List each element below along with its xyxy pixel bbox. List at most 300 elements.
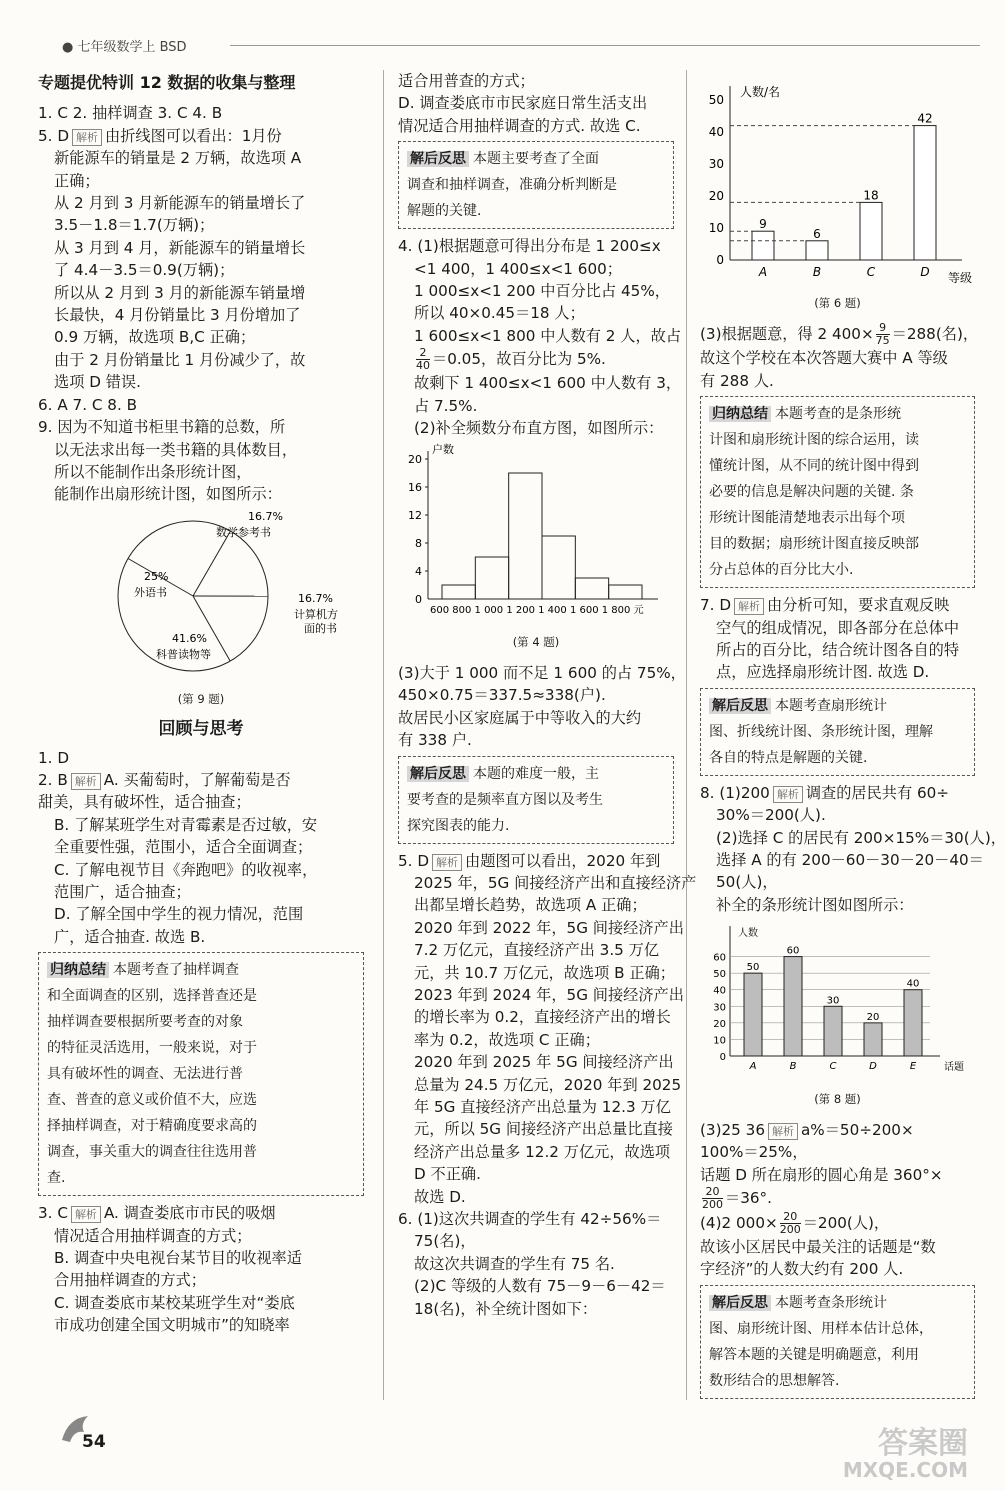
- text-line: B. 了解某班学生对青霉素是否过敏，安: [54, 815, 318, 834]
- text-line: 范围广，适合抽查；: [54, 882, 191, 901]
- y-tick-label: 8: [415, 537, 422, 551]
- y-tick-label: 0: [415, 593, 422, 607]
- text-line: 50(人)，: [716, 873, 778, 892]
- page-header: ● 七年级数学上 BSD: [62, 40, 187, 55]
- text-segment: 由分析可知，要求直观反映: [767, 596, 950, 615]
- text-line: [700, 1211, 975, 1236]
- text-line: 了 4.4－3.5＝0.9(万辆)；: [54, 261, 235, 280]
- box-label: 解后反思: [709, 1295, 771, 1311]
- answer-block: [700, 594, 975, 684]
- x-axis-label: 等级: [948, 271, 973, 285]
- column-divider: [686, 70, 687, 1400]
- pie-slice-label: 数学参考书: [216, 525, 271, 539]
- answer-block: [398, 850, 697, 1209]
- y-tick-label: 20: [713, 1019, 726, 1031]
- text-line: [38, 1202, 364, 1224]
- summary-box: [700, 396, 975, 588]
- text-line: 3.5－1.8＝1.7(万辆)；: [54, 216, 215, 235]
- text-line: 市成功创建全国文明城市”的知晓率: [54, 1316, 290, 1335]
- figure-caption: (第 8 题): [814, 1092, 861, 1107]
- text-line: [38, 769, 364, 791]
- text-segment: 2. B: [38, 770, 68, 789]
- data-label: 18: [863, 188, 879, 203]
- text-line: 1 600≤x<1 800 中人数有 2 人，故占: [414, 326, 682, 345]
- text-line: 情况适合用抽样调查的方式. 故选 C.: [398, 116, 641, 135]
- text-line: 75(名)，: [414, 1232, 476, 1251]
- text-segment: 由折线图可以看出：1月份: [105, 126, 282, 145]
- x-axis-label: 话题: [944, 1062, 964, 1074]
- box-line: [709, 1316, 966, 1342]
- text-line: 所以 40×0.45＝18 人；: [414, 304, 585, 323]
- numerator: 20: [780, 1211, 801, 1224]
- watermark: 答案圈: [878, 1426, 968, 1461]
- box-line: [47, 1087, 355, 1113]
- column-2: [398, 70, 697, 1320]
- bar: [744, 973, 762, 1056]
- text-line: [414, 347, 674, 372]
- text-segment: 解答本题的关键是明确题意，利用: [709, 1346, 919, 1363]
- text-segment: 调查和抽样调查，准确分析判断是: [407, 177, 617, 194]
- box-line: [407, 813, 665, 839]
- pie-slice-percent: 25%: [144, 569, 169, 583]
- text-line: 故这个学校在本次答题大赛中 A 等级: [700, 349, 948, 368]
- text-segment: 8. (1)200: [700, 783, 770, 802]
- bar: [806, 241, 828, 260]
- pie-slice-percent: 16.7%: [248, 509, 283, 523]
- data-label: 42: [917, 111, 933, 126]
- text-segment: A. 调查娄底市市民的吸烟: [103, 1204, 276, 1223]
- y-tick-label: 40: [713, 985, 726, 997]
- text-line: 4. (1)根据题意可得出分布是 1 200≤x: [398, 237, 661, 256]
- box-line: [709, 479, 966, 505]
- text-line: 甜美，具有破坏性，适合抽查；: [38, 793, 251, 812]
- text-line: 18(名)，补全统计图如下：: [414, 1299, 598, 1318]
- y-tick-label: 20: [408, 453, 422, 467]
- x-tick-label: E: [909, 1061, 917, 1073]
- denominator: 75: [875, 334, 890, 348]
- answer-block: [38, 747, 364, 949]
- histogram-bar: [542, 536, 575, 599]
- y-tick-label: 4: [415, 565, 422, 579]
- y-tick-label: 12: [408, 509, 422, 523]
- answer-block: [398, 662, 686, 752]
- answer-block: [700, 321, 979, 392]
- pie-slice: [193, 531, 231, 596]
- analysis-tag: 解析: [773, 786, 803, 803]
- text-segment: ＝200(人)，: [802, 1213, 890, 1232]
- y-tick-label: 60: [713, 952, 726, 964]
- box-line: [407, 198, 665, 224]
- numerator: 2: [416, 347, 430, 360]
- text-segment: 由题图可以看出，2020 年到: [465, 851, 661, 870]
- numerator: 20: [702, 1186, 723, 1199]
- bar-chart-q8: [700, 916, 975, 1086]
- text-segment: 和全面调查的区别，选择普查还是: [47, 988, 257, 1005]
- x-tick-label: A: [758, 265, 768, 279]
- answer-block: [398, 70, 674, 137]
- text-segment: 5. D: [38, 126, 70, 145]
- box-line: [47, 1009, 355, 1035]
- box-line: [709, 1290, 966, 1316]
- analysis-tag: 解析: [71, 1206, 101, 1223]
- text-line: 1 000≤x<1 200 中百分比占 45%，: [414, 282, 670, 301]
- header-title: 七年级数学上 BSD: [77, 40, 187, 55]
- denominator: 200: [779, 1222, 801, 1236]
- text-segment: a%＝50÷200×: [801, 1120, 914, 1139]
- text-line: 所以不能制作出条形统计图，: [54, 462, 252, 481]
- text-line: [700, 782, 975, 804]
- text-line: (2)选择 C 的居民有 200×15%＝30(人)，: [716, 828, 1006, 847]
- text-line: 6. (1)这次共调查的学生有 42÷56%＝: [398, 1210, 662, 1228]
- y-tick-label: 0: [719, 1052, 726, 1064]
- box-line: [709, 531, 966, 557]
- box-label: 解后反思: [709, 698, 771, 714]
- bar: [752, 231, 774, 260]
- analysis-tag: 解析: [734, 598, 764, 615]
- text-line: 年 5G 直接经济产出总量为 12.3 万亿: [414, 1097, 671, 1116]
- text-line: (2)补全频数分布直方图，如图所示：: [414, 419, 664, 438]
- analysis-tag: 解析: [768, 1123, 798, 1140]
- text-segment: A. 买葡萄时，了解葡萄是否: [103, 770, 291, 789]
- text-line: 新能源车的销量是 2 万辆，故选项 A: [54, 149, 302, 168]
- pie-slice-label: 科普读物等: [156, 647, 211, 661]
- data-label: 50: [746, 962, 760, 974]
- text-segment: 调查，事关重大的调查往往选用普: [47, 1144, 257, 1161]
- box-line: [709, 505, 966, 531]
- data-label: 20: [866, 1012, 880, 1024]
- histogram-bar: [575, 578, 608, 599]
- analysis-tag: 解析: [72, 129, 102, 146]
- denominator: 40: [416, 359, 430, 373]
- text-segment: 解题的关键.: [407, 203, 482, 220]
- box-line: [709, 453, 966, 479]
- text-line: 0.9 万辆，故选项 B,C 正确；: [54, 328, 256, 347]
- text-segment: 形统计图能清楚地表示出每个项: [709, 510, 905, 527]
- section-title: 专题提优特训 12 数据的收集与整理: [38, 73, 296, 92]
- histogram-bar: [509, 473, 542, 599]
- text-line: [38, 125, 364, 147]
- y-tick-label: 10: [713, 1035, 726, 1047]
- text-line: 的增长率为 0.2，直接经济产出的增长: [414, 1008, 671, 1027]
- text-line: D. 调查娄底市市民家庭日常生活支出: [398, 94, 648, 113]
- text-line: 2020 年到 2022 年，5G 间接经济产出: [414, 918, 684, 937]
- text-segment: 5. D: [398, 851, 430, 870]
- text-line: 空气的组成情况，即各部分在总体中: [716, 618, 959, 637]
- box-line: [407, 787, 665, 813]
- reflection-box: [398, 141, 674, 229]
- analysis-tag: 解析: [432, 854, 462, 871]
- text-line: 100%＝25%，: [700, 1143, 808, 1162]
- text-line: 长最快，4 月份销量比 3 月份增加了: [54, 306, 301, 325]
- x-tick-label: D: [920, 265, 930, 279]
- x-tick-labels: 600 800 1 000 1 200 1 400 1 600 1 800 元: [430, 605, 644, 617]
- text-line: D. 了解全国中学生的视力情况，范围: [54, 905, 304, 924]
- pie-slice-label: 计算机方: [294, 607, 338, 621]
- x-tick-label: C: [829, 1061, 837, 1073]
- text-segment: (3)根据题意，得 2 400×: [700, 325, 874, 344]
- x-tick-label: B: [789, 1061, 797, 1073]
- text-line: 故居民小区家庭属于中等收入的大约: [398, 708, 641, 727]
- text-line: 1. C 2. 抽样调查 3. C 4. B: [38, 104, 223, 123]
- text-line: 故选 D.: [414, 1187, 466, 1206]
- text-line: 元，所以 5G 间接经济产出总量比直接: [414, 1120, 673, 1139]
- text-segment: 7. D: [700, 596, 732, 615]
- box-line: [47, 1113, 355, 1139]
- data-label: 40: [906, 978, 920, 990]
- text-line: [700, 594, 975, 616]
- box-line: [709, 557, 966, 583]
- text-line: 适合用普查的方式；: [398, 72, 535, 90]
- x-tick-label: C: [866, 265, 876, 279]
- box-line: [47, 1165, 355, 1191]
- text-segment: 各自的特点是解题的关键.: [709, 749, 868, 766]
- y-tick-label: 30: [713, 1002, 726, 1014]
- y-axis-label: 户数: [432, 443, 454, 457]
- text-segment: 本题考查条形统计: [775, 1294, 887, 1311]
- text-segment: 计图和扇形统计图的综合运用，读: [709, 432, 919, 449]
- text-segment: (4)2 000×: [700, 1213, 778, 1232]
- box-line: [47, 957, 355, 983]
- text-segment: 图、折线统计图、条形统计图，理解: [709, 723, 933, 740]
- column-3: [700, 70, 1006, 1405]
- text-line: 9. 因为不知道书柜里书籍的总数，所: [38, 418, 286, 437]
- answer-block: [38, 102, 364, 505]
- pie-slice-percent: 16.7%: [298, 591, 333, 605]
- text-line: 总量为 24.5 万亿元，2020 年到 2025: [414, 1075, 682, 1094]
- text-line: 故该小区居民中最关注的话题是“数: [700, 1237, 936, 1256]
- box-label: 归纳总结: [47, 962, 109, 978]
- box-line: [47, 1035, 355, 1061]
- text-line: 正确；: [54, 171, 100, 190]
- bar: [860, 202, 882, 260]
- text-segment: 调查的居民共有 60÷: [805, 783, 950, 802]
- y-tick-label: 50: [708, 93, 724, 107]
- text-line: 出都呈增长趋势，故选项 A 正确；: [414, 896, 647, 915]
- bar: [864, 1023, 882, 1056]
- text-line: [398, 850, 674, 872]
- text-line: 占 7.5%.: [414, 396, 478, 415]
- text-line: 以无法求出每一类书籍的具体数目，: [54, 440, 297, 459]
- text-line: (3)大于 1 000 而不足 1 600 的占 75%，: [398, 663, 686, 682]
- text-line: [700, 1119, 975, 1141]
- text-segment: 分占总体的百分比大小.: [709, 562, 854, 579]
- text-line: 全重要性强，范围小，适合全面调查；: [54, 838, 313, 857]
- text-line: 元，共 10.7 万亿元，故选项 B 正确；: [414, 963, 675, 982]
- text-line: C. 调查娄底市某校某班学生对“娄底: [54, 1293, 295, 1312]
- box-line: [709, 1368, 966, 1394]
- data-label: 9: [759, 217, 767, 232]
- text-line: 7.2 万亿元，直接经济产出 3.5 万亿: [414, 941, 660, 960]
- text-segment: 图、扇形统计图、用样本估计总体，: [709, 1320, 933, 1337]
- box-line: [407, 172, 665, 198]
- reflection-box: [700, 688, 975, 776]
- text-segment: ＝0.05，故百分比为 5%.: [432, 350, 606, 369]
- text-line: 广，适合抽查. 故选 B.: [54, 927, 206, 946]
- text-segment: ＝288(名)，: [891, 325, 979, 344]
- text-segment: 探究图表的能力.: [407, 817, 510, 834]
- text-line: 能制作出扇形统计图，如图所示：: [54, 485, 282, 504]
- histogram-bar: [442, 585, 475, 599]
- bar-chart-q6: [700, 70, 975, 290]
- text-segment: 的特征灵活选用，一般来说，对于: [47, 1040, 257, 1057]
- figure-caption: (第 4 题): [512, 635, 560, 650]
- text-line: (2)C 等级的人数有 75－9－6－42＝: [414, 1277, 666, 1296]
- box-label: 解后反思: [407, 151, 469, 167]
- fraction: [780, 1211, 801, 1236]
- text-segment: 数形结合的思想解答.: [709, 1372, 840, 1389]
- answer-block: [700, 782, 1006, 916]
- text-line: 2023 年到 2024 年，5G 间接经济产出: [414, 985, 684, 1004]
- text-line: 经济产出总量多 12.2 万亿元，故选项: [414, 1142, 671, 1161]
- answer-block: [700, 1119, 975, 1281]
- answer-block: [398, 1208, 674, 1320]
- box-line: [47, 1061, 355, 1087]
- text-line: 所以从 2 月到 3 月的新能源车销量增: [54, 283, 306, 302]
- text-line: 所占的百分比，结合统计图各自的特: [716, 641, 959, 660]
- text-segment: 本题考查了抽样调查: [113, 962, 239, 979]
- box-label: 归纳总结: [709, 406, 771, 422]
- y-axis-label: 人数: [738, 928, 758, 940]
- text-segment: 抽样调查要根据所要考查的对象: [47, 1014, 243, 1031]
- text-line: <1 400，1 400≤x<1 600；: [414, 259, 622, 278]
- bar: [914, 126, 936, 260]
- box-line: [709, 401, 966, 427]
- text-segment: 3. C: [38, 1204, 68, 1223]
- text-line: 从 2 月到 3 月新能源车的销量增长了: [54, 194, 306, 213]
- y-tick-label: 50: [713, 969, 726, 981]
- text-line: 2025 年，5G 间接经济产出和直接经济产: [414, 873, 697, 892]
- text-line: 30%＝200(人).: [716, 806, 826, 825]
- text-segment: 本题的难度一般，主: [473, 765, 599, 782]
- text-line: [700, 321, 979, 348]
- fraction: [416, 347, 430, 372]
- box-line: [47, 1139, 355, 1165]
- pie-slice-percent: 41.6%: [172, 631, 207, 645]
- section-title: 回顾与思考: [158, 719, 244, 740]
- y-axis-label: 人数/名: [740, 85, 781, 99]
- box-line: [407, 146, 665, 172]
- figure-caption: (第 9 题): [177, 691, 225, 706]
- y-tick-label: 0: [716, 253, 724, 267]
- text-line: 由于 2 月份销量比 1 月份减少了，故: [54, 350, 306, 369]
- fraction: [702, 1186, 723, 1211]
- text-segment: 具有破坏性的调查、无法进行普: [47, 1066, 243, 1083]
- bar: [784, 957, 802, 1056]
- text-segment: (3)25 36: [700, 1120, 765, 1139]
- text-line: C. 了解电视节目《奔跑吧》的收视率，: [54, 860, 318, 879]
- data-label: 60: [786, 945, 800, 957]
- x-tick-label: D: [869, 1061, 877, 1073]
- text-line: 情况适合用抽样调查的方式；: [54, 1226, 252, 1245]
- summary-box: [38, 952, 364, 1196]
- pie-slice-label: 面的书: [304, 621, 337, 635]
- text-line: 6. A 7. C 8. B: [38, 395, 138, 414]
- y-tick-label: 30: [708, 157, 724, 171]
- text-segment: 查、普查的意义或价值不大，应选: [47, 1092, 257, 1109]
- page-number: 54: [82, 1432, 106, 1452]
- text-line: 字经济”的人数大约有 200 人.: [700, 1260, 904, 1279]
- text-line: 补全的条形统计图如图所示：: [716, 895, 914, 914]
- data-label: 30: [826, 995, 840, 1007]
- text-line: B. 调查中央电视台某节目的收视率适: [54, 1249, 302, 1267]
- data-label: 6: [813, 226, 821, 241]
- pie-chart-q9: [98, 506, 364, 686]
- column-divider: [383, 70, 384, 1400]
- reflection-box: [700, 1285, 975, 1399]
- histogram-bar: [609, 585, 642, 599]
- watermark: MXQE.COM: [842, 1458, 968, 1482]
- x-tick-label: A: [749, 1061, 757, 1073]
- box-label: 解后反思: [407, 766, 469, 782]
- x-tick-label: B: [812, 265, 822, 279]
- header-rule: [230, 45, 980, 46]
- text-line: 合用抽样调查的方式；: [54, 1271, 206, 1290]
- text-line: 话题 D 所在扇形的圆心角是 360°×: [700, 1165, 943, 1184]
- text-segment: 必要的信息是解决问题的关键. 条: [709, 484, 914, 501]
- box-line: [709, 1342, 966, 1368]
- text-segment: 查.: [47, 1170, 66, 1187]
- answer-block: [38, 1202, 364, 1336]
- box-line: [709, 745, 966, 771]
- text-segment: 本题考查的是条形统: [775, 406, 901, 423]
- text-line: 2020 年到 2025 年 5G 间接经济产出: [414, 1053, 674, 1072]
- fraction: [876, 322, 890, 347]
- box-line: [47, 983, 355, 1009]
- pie-slice-label: 外语书: [134, 585, 167, 599]
- text-line: 1. D: [38, 748, 70, 767]
- text-line: 故剩下 1 400≤x<1 600 中人数有 3，: [414, 374, 682, 393]
- text-line: [700, 1186, 975, 1211]
- histogram-bar: [475, 557, 508, 599]
- box-line: [407, 761, 665, 787]
- text-line: D 不正确.: [414, 1165, 481, 1184]
- y-tick-label: 40: [708, 125, 724, 139]
- text-line: 有 288 人.: [700, 371, 774, 390]
- text-line: 从 3 月到 4 月，新能源车的销量增长: [54, 238, 306, 257]
- text-line: 450×0.75＝337.5≈338(户).: [398, 686, 606, 705]
- text-line: 点，应选择扇形统计图. 故选 D.: [716, 663, 930, 682]
- column-1: [38, 70, 364, 1337]
- text-segment: 本题主要考查了全面: [473, 151, 599, 168]
- reflection-box: [398, 756, 674, 844]
- text-line: 选择 A 的有 200－60－30－20－40＝: [716, 851, 984, 870]
- text-segment: ＝36°.: [725, 1188, 772, 1207]
- numerator: 9: [876, 322, 890, 335]
- text-line: 有 338 户.: [398, 731, 472, 750]
- bar: [904, 990, 922, 1056]
- text-line: 选项 D 错误.: [54, 373, 141, 392]
- text-segment: 本题考查扇形统计: [775, 697, 887, 714]
- y-tick-label: 16: [408, 481, 422, 495]
- bar: [824, 1007, 842, 1057]
- histogram-q4: [398, 439, 674, 629]
- answer-block: [398, 235, 682, 439]
- y-tick-label: 10: [708, 221, 724, 235]
- text-segment: 懂统计图，从不同的统计图中得到: [709, 458, 919, 475]
- text-segment: 目的数据；扇形统计图直接反映部: [709, 536, 919, 553]
- analysis-tag: 解析: [71, 773, 101, 790]
- y-tick-label: 20: [708, 189, 724, 203]
- box-line: [709, 719, 966, 745]
- text-line: 率为 0.2，故选项 C 正确；: [414, 1030, 600, 1049]
- figure-caption: (第 6 题): [814, 296, 861, 310]
- text-segment: 要考查的是频率直方图以及考生: [407, 791, 603, 808]
- denominator: 200: [702, 1197, 723, 1211]
- text-segment: 择抽样调查，对于精确度要求高的: [47, 1118, 257, 1135]
- box-line: [709, 427, 966, 453]
- box-line: [709, 693, 966, 719]
- text-line: 故这次共调查的学生有 75 名.: [414, 1254, 615, 1273]
